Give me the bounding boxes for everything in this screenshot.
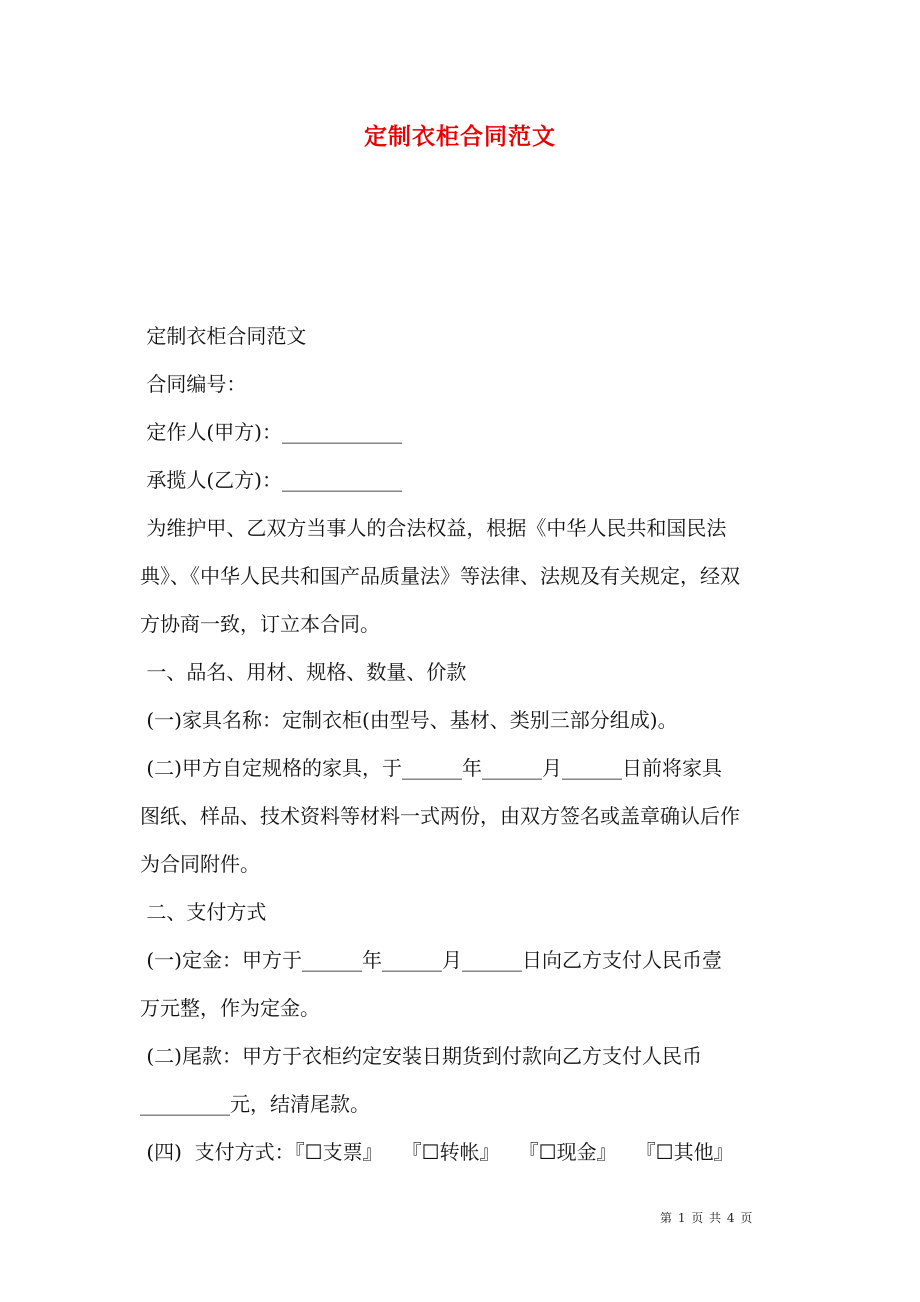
doc-line-item-2-2a: (二)尾款：甲方于衣柜约定安装日期货到付款向乙方支付人民币 <box>140 1044 702 1068</box>
doc-line-heading: 定制衣柜合同范文 <box>140 324 307 348</box>
doc-line-item-1-2b: 图纸、样品、技术资料等材料一式两份，由双方签名或盖章确认后作 <box>140 804 740 828</box>
page-number-footer: 第 1 页 共 4 页 <box>660 1211 754 1225</box>
doc-line-preamble-3: 方协商一致，订立本合同。 <box>140 612 380 636</box>
doc-line-section-1: 一、品名、用材、规格、数量、价款 <box>140 660 467 684</box>
doc-line-party-b: 承揽人(乙方)：____________ <box>140 468 402 492</box>
doc-line-contract-number: 合同编号： <box>140 372 247 396</box>
doc-line-payment-methods: (四) 支付方式：『☐支票』 『☐转帐』 『☐现金』 『☐其他』 <box>140 1140 734 1164</box>
document-body <box>140 312 784 1176</box>
doc-line-item-1-2a: (二)甲方自定规格的家具，于______年______月______日前将家具 <box>140 756 722 780</box>
doc-line-party-a: 定作人(甲方)：____________ <box>140 420 402 444</box>
page-title: 定制衣柜合同范文 <box>364 123 556 150</box>
doc-line-preamble-1: 为维护甲、乙双方当事人的合法权益，根据《中华人民共和国民法 <box>140 516 727 540</box>
doc-line-section-2: 二、支付方式 <box>140 900 267 924</box>
doc-line-item-1-2c: 为合同附件。 <box>140 852 260 876</box>
doc-line-item-2-1b: 万元整，作为定金。 <box>140 996 320 1020</box>
doc-line-item-1-1: (一)家具名称：定制衣柜(由型号、基材、类别三部分组成)。 <box>140 708 678 732</box>
doc-line-preamble-2: 典》、《中华人民共和国产品质量法》等法律、法规及有关规定，经双 <box>140 564 740 588</box>
doc-line-item-2-1a: (一)定金：甲方于______年______月______日向乙方支付人民币壹 <box>140 948 722 972</box>
doc-line-item-2-2b: _________元，结清尾款。 <box>140 1092 370 1116</box>
